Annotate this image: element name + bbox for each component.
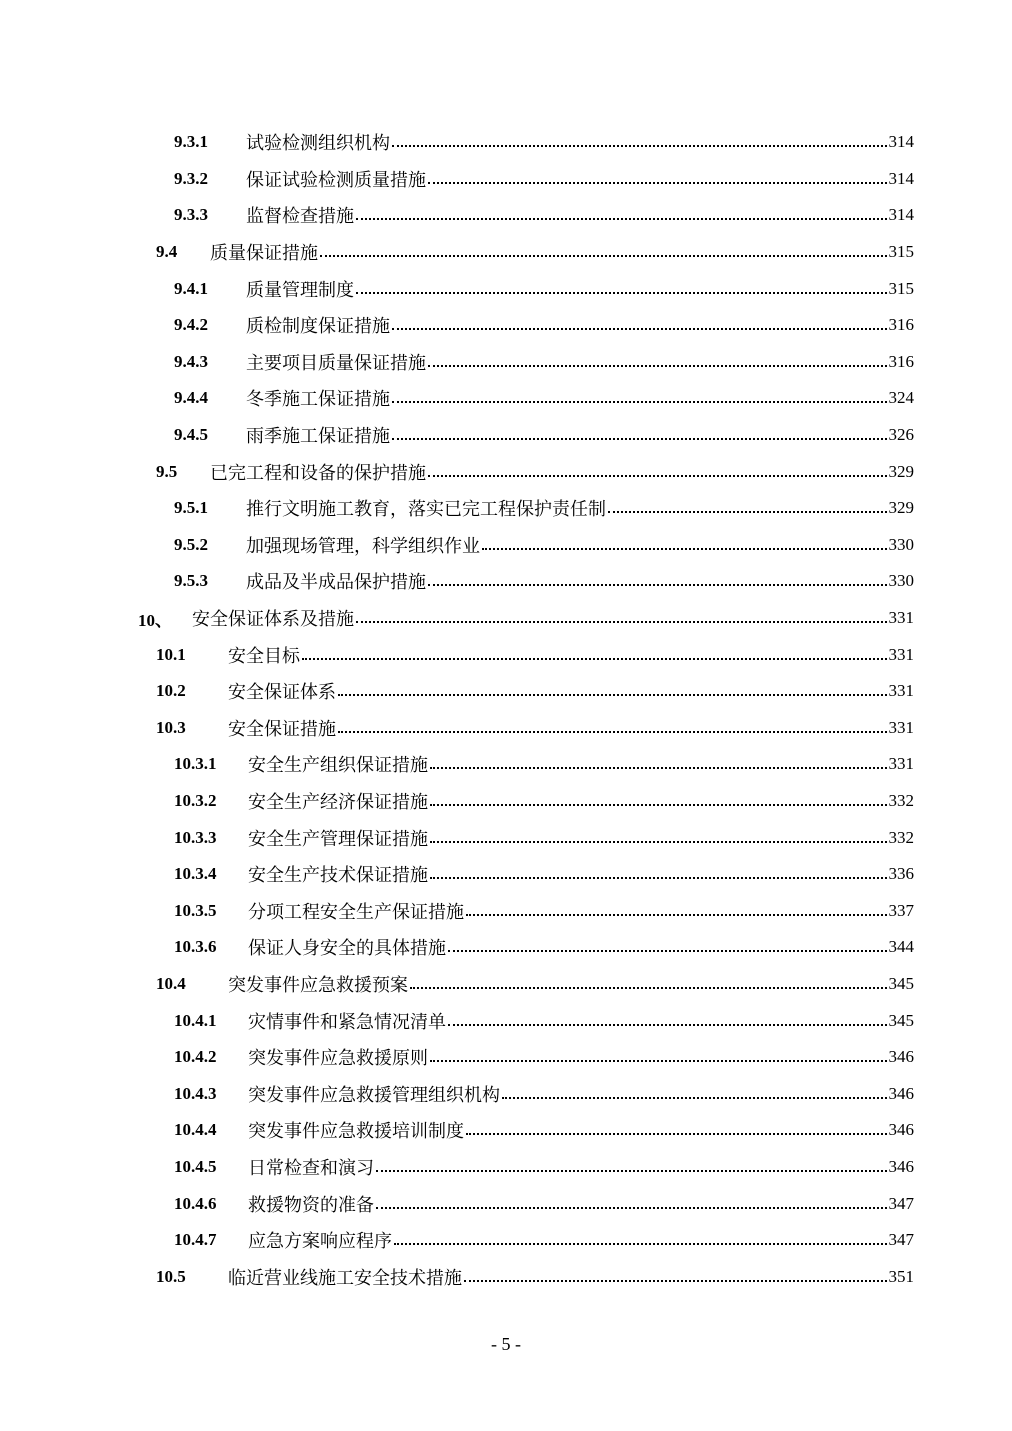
toc-entry-page: 330 [888, 534, 914, 554]
toc-entry-page: 346 [888, 1047, 914, 1067]
toc-entry[interactable] [0, 710, 1012, 747]
toc-entry-title: 突发事件应急救援管理组织机构 [248, 1084, 500, 1106]
toc-entry-leader [248, 1154, 914, 1180]
toc-entry[interactable] [0, 124, 1012, 161]
dot-leader [356, 621, 887, 623]
toc-entry-page: 314 [888, 168, 914, 188]
dot-leader [466, 1133, 887, 1135]
dot-leader [502, 1097, 887, 1099]
dot-leader [464, 1280, 887, 1282]
toc-entry[interactable] [0, 453, 1012, 490]
toc-entry-page: 346 [888, 1120, 914, 1140]
toc-entry-number: 10、 [138, 610, 172, 630]
dot-leader [428, 182, 887, 184]
toc-entry-page: 329 [888, 461, 914, 481]
toc-entry-number: 10.3.3 [174, 827, 217, 847]
toc-entry[interactable] [0, 966, 1012, 1003]
toc-entry-leader [248, 1044, 914, 1070]
dot-leader [430, 877, 887, 879]
toc-entry-page: 347 [888, 1230, 914, 1250]
toc-entry-page: 332 [888, 790, 914, 810]
toc-entry-page: 347 [888, 1193, 914, 1213]
toc-entry[interactable] [0, 1258, 1012, 1295]
dot-leader [338, 694, 887, 696]
toc-entry-leader [246, 129, 914, 155]
toc-entry-number: 10.5 [156, 1266, 186, 1286]
toc-entry-number: 9.4.2 [174, 315, 208, 335]
toc-entry-number: 10.4.4 [174, 1120, 217, 1140]
toc-entry[interactable] [0, 380, 1012, 417]
toc-entry-number: 9.5.2 [174, 534, 208, 554]
toc-entry-page: 336 [888, 864, 914, 884]
dot-leader [394, 1243, 887, 1245]
toc-entry-leader [246, 166, 914, 192]
toc-entry-leader [248, 751, 914, 777]
dot-leader [376, 1207, 887, 1209]
dot-leader [448, 950, 887, 952]
toc-entry-number: 9.4 [156, 242, 178, 262]
toc-entry-number: 10.4.7 [174, 1230, 217, 1250]
toc-entry-number: 10.4.2 [174, 1047, 217, 1067]
toc-entry-number: 9.5 [156, 461, 178, 481]
toc-entry-leader [248, 1081, 914, 1107]
toc-entry[interactable] [0, 490, 1012, 527]
dot-leader [356, 292, 887, 294]
toc-entry[interactable] [0, 1075, 1012, 1112]
toc-entry[interactable] [0, 1149, 1012, 1186]
toc-entry-number: 10.3.1 [174, 754, 217, 774]
toc-entry-leader [248, 1008, 914, 1034]
toc-entry-leader [228, 642, 914, 668]
toc-entry-title: 救援物资的准备 [248, 1194, 374, 1216]
toc-entry-number: 9.3.3 [174, 205, 208, 225]
toc-entry-number: 10.3.5 [174, 900, 217, 920]
toc-entry-number: 9.5.1 [174, 498, 208, 518]
toc-entry-leader [246, 422, 914, 448]
toc-entry[interactable] [0, 1002, 1012, 1039]
toc-entry-number: 9.3.1 [174, 132, 208, 152]
dot-leader [392, 438, 887, 440]
toc-entry-title: 突发事件应急救援预案 [228, 974, 408, 996]
toc-entry-leader [246, 349, 914, 375]
toc-entry[interactable] [0, 856, 1012, 893]
toc-entry-leader [228, 715, 914, 741]
toc-entry-page: 331 [888, 608, 914, 628]
dot-leader [392, 145, 887, 147]
toc-entry-leader [248, 898, 914, 924]
toc-entry-leader [192, 605, 914, 631]
toc-entry-page: 324 [888, 388, 914, 408]
toc-entry-title: 加强现场管理，科学组织作业 [246, 535, 480, 557]
toc-entry-page: 330 [888, 571, 914, 591]
toc-entry-title: 保证试验检测质量措施 [246, 169, 426, 191]
dot-leader [428, 475, 887, 477]
toc-entry[interactable] [0, 636, 1012, 673]
toc-entry-page: 316 [888, 351, 914, 371]
toc-entry-page: 345 [888, 973, 914, 993]
toc-entry-title: 分项工程安全生产保证措施 [248, 901, 464, 923]
toc-entry[interactable] [0, 1222, 1012, 1259]
toc-entry-title: 日常检查和演习 [248, 1157, 374, 1179]
toc-entry-leader [246, 276, 914, 302]
toc-entry-number: 10.4.1 [174, 1010, 217, 1030]
toc-entry-page: 326 [888, 425, 914, 445]
toc-entry-number: 10.2 [156, 681, 186, 701]
toc-entry-number: 9.3.2 [174, 168, 208, 188]
dot-leader [376, 1170, 887, 1172]
toc-entry[interactable] [0, 161, 1012, 198]
toc-entry-title: 监督检查措施 [246, 206, 354, 228]
toc-entry-page: 346 [888, 1156, 914, 1176]
dot-leader [482, 548, 887, 550]
toc-entry-page: 332 [888, 827, 914, 847]
toc-entry-leader [228, 971, 914, 997]
toc-entry-page: 331 [888, 717, 914, 737]
toc-entry-title: 安全保证措施 [228, 718, 336, 740]
toc-entry-title: 安全生产技术保证措施 [248, 865, 428, 887]
toc-entry[interactable] [0, 270, 1012, 307]
toc-entry[interactable] [0, 234, 1012, 271]
toc-entry-page: 346 [888, 1083, 914, 1103]
dot-leader [428, 584, 887, 586]
toc-entry[interactable] [0, 527, 1012, 564]
toc-entry-leader [246, 495, 914, 521]
toc-entry[interactable] [0, 1039, 1012, 1076]
toc-entry-leader [248, 861, 914, 887]
toc-entry[interactable] [0, 746, 1012, 783]
toc-entry[interactable] [0, 783, 1012, 820]
toc-entry-page: 331 [888, 644, 914, 664]
toc-entry-leader [228, 1264, 914, 1290]
toc-entry-page: 329 [888, 498, 914, 518]
toc-entry-number: 10.4 [156, 973, 186, 993]
toc-entry-leader [248, 788, 914, 814]
dot-leader [356, 218, 887, 220]
dot-leader [428, 365, 887, 367]
dot-leader [392, 328, 887, 330]
toc-entry-title: 突发事件应急救援原则 [248, 1048, 428, 1070]
toc-entry-page: 315 [888, 242, 914, 262]
toc-entry[interactable] [0, 892, 1012, 929]
toc-entry-number: 9.4.1 [174, 278, 208, 298]
page-number-footer: - 5 - [491, 1334, 521, 1354]
toc-entry-page: 351 [888, 1266, 914, 1286]
dot-leader [430, 841, 887, 843]
toc-entry-title: 临近营业线施工安全技术措施 [228, 1267, 462, 1289]
toc-entry-title: 安全目标 [228, 645, 300, 667]
toc-entry-title: 雨季施工保证措施 [246, 426, 390, 448]
toc-entry-title: 已完工程和设备的保护措施 [210, 462, 426, 484]
toc-entry[interactable] [0, 1185, 1012, 1222]
toc-entry-leader [248, 934, 914, 960]
toc-entry-number: 10.3 [156, 717, 186, 737]
table-of-contents [0, 124, 1012, 1295]
toc-entry-leader [246, 385, 914, 411]
toc-entry-number: 10.3.2 [174, 790, 217, 810]
toc-entry-title: 突发事件应急救援培训制度 [248, 1121, 464, 1143]
toc-entry-title: 质量管理制度 [246, 279, 354, 301]
toc-entry[interactable] [0, 1112, 1012, 1149]
toc-entry-page: 331 [888, 681, 914, 701]
toc-entry-page: 344 [888, 937, 914, 957]
dot-leader [430, 767, 887, 769]
toc-entry-leader [228, 678, 914, 704]
toc-entry-title: 冬季施工保证措施 [246, 389, 390, 411]
toc-entry-page: 331 [888, 754, 914, 774]
toc-entry-leader [246, 532, 914, 558]
toc-entry-number: 10.1 [156, 644, 186, 664]
dot-leader [338, 731, 887, 733]
dot-leader [392, 401, 887, 403]
toc-entry-leader [248, 1227, 914, 1253]
toc-entry-title: 安全保证体系 [228, 682, 336, 704]
toc-entry-leader [210, 459, 914, 485]
toc-entry-title: 安全保证体系及措施 [192, 609, 354, 631]
toc-entry-leader [246, 202, 914, 228]
toc-entry[interactable] [0, 197, 1012, 234]
toc-entry-number: 9.4.3 [174, 351, 208, 371]
toc-entry-page: 345 [888, 1010, 914, 1030]
toc-entry-title: 灾情事件和紧急情况清单 [248, 1011, 446, 1033]
dot-leader [320, 255, 887, 257]
toc-entry[interactable] [0, 600, 1012, 637]
toc-entry[interactable] [0, 563, 1012, 600]
toc-entry-page: 316 [888, 315, 914, 335]
toc-entry-page: 314 [888, 205, 914, 225]
toc-entry-number: 10.4.6 [174, 1193, 217, 1213]
toc-entry-title: 质量保证措施 [210, 243, 318, 265]
toc-entry-title: 推行文明施工教育，落实已完工程保护责任制 [246, 499, 606, 521]
toc-entry-title: 安全生产管理保证措施 [248, 828, 428, 850]
toc-entry-number: 9.5.3 [174, 571, 208, 591]
toc-entry-page: 314 [888, 132, 914, 152]
toc-entry-title: 主要项目质量保证措施 [246, 352, 426, 374]
toc-entry-title: 安全生产组织保证措施 [248, 755, 428, 777]
dot-leader [302, 658, 887, 660]
toc-entry-page: 315 [888, 278, 914, 298]
dot-leader [430, 804, 887, 806]
dot-leader [448, 1024, 887, 1026]
toc-entry-number: 9.4.5 [174, 425, 208, 445]
toc-entry-title: 保证人身安全的具体措施 [248, 938, 446, 960]
toc-entry-leader [210, 239, 914, 265]
toc-entry-leader [246, 568, 914, 594]
toc-entry-number: 10.4.5 [174, 1156, 217, 1176]
toc-entry-leader [248, 1117, 914, 1143]
dot-leader [410, 987, 887, 989]
toc-entry-title: 成品及半成品保护措施 [246, 572, 426, 594]
toc-entry-title: 应急方案响应程序 [248, 1231, 392, 1253]
toc-entry-number: 10.3.6 [174, 937, 217, 957]
toc-entry-title: 质检制度保证措施 [246, 316, 390, 338]
toc-entry[interactable] [0, 307, 1012, 344]
toc-entry-number: 10.3.4 [174, 864, 217, 884]
toc-entry[interactable] [0, 673, 1012, 710]
toc-entry[interactable] [0, 344, 1012, 381]
toc-entry-number: 9.4.4 [174, 388, 208, 408]
dot-leader [608, 511, 887, 513]
toc-entry-leader [248, 1191, 914, 1217]
toc-entry[interactable] [0, 819, 1012, 856]
dot-leader [466, 914, 887, 916]
toc-entry-leader [246, 312, 914, 338]
toc-entry-number: 10.4.3 [174, 1083, 217, 1103]
toc-entry-leader [248, 825, 914, 851]
toc-entry[interactable] [0, 929, 1012, 966]
toc-entry-title: 安全生产经济保证措施 [248, 791, 428, 813]
toc-entry[interactable] [0, 417, 1012, 454]
toc-entry-page: 337 [888, 900, 914, 920]
toc-entry-title: 试验检测组织机构 [246, 133, 390, 155]
dot-leader [430, 1060, 887, 1062]
